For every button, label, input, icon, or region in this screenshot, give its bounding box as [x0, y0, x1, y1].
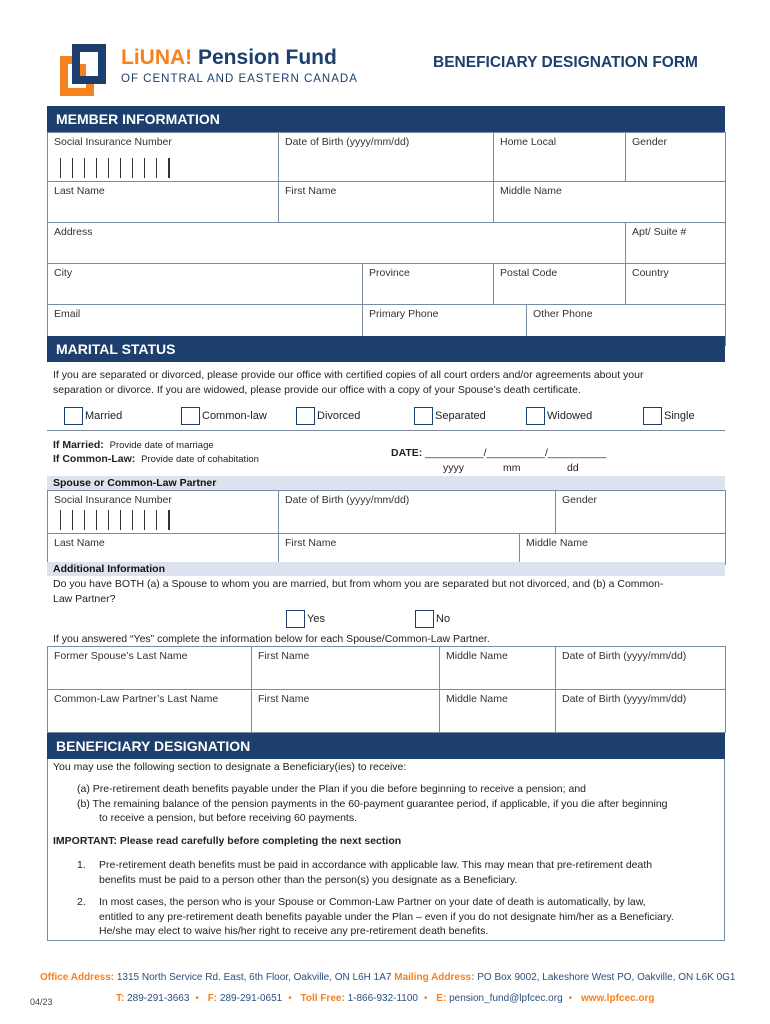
point-1-line-1: Pre-retirement death benefits must be paid in accordance with applicable law. This may mean that pre-retirement death: [99, 859, 653, 871]
single-checkbox[interactable]: [643, 407, 695, 425]
apt-field[interactable]: [626, 223, 726, 264]
common-law-label: Common-law: [202, 410, 267, 422]
dob-label: Date of Birth (yyyy/mm/dd): [285, 136, 410, 148]
city-label: City: [54, 267, 73, 279]
spouse-subheader: Spouse or Common-Law Partner: [47, 476, 725, 490]
point-2-line-1: In most cases, the person who is your Spouse or Common-Law Partner on your date of death is automatically, by law,: [99, 896, 646, 908]
spouse-middle-field[interactable]: [520, 534, 726, 565]
member-info-table: [47, 132, 726, 346]
former-middle-label: Middle Name: [446, 650, 508, 662]
logo-title: LiUNA! Pension Fund: [121, 46, 337, 69]
form-version: 04/23: [30, 997, 53, 1007]
city-field[interactable]: [48, 264, 363, 305]
email-link[interactable]: pension_fund@lpfcec.org: [449, 993, 563, 1004]
primary-phone-label: Primary Phone: [369, 308, 439, 320]
postal-label: Postal Code: [500, 267, 558, 279]
former-dob-field[interactable]: [556, 647, 726, 690]
divorced-label: Divorced: [317, 410, 361, 422]
former-last-label: Former Spouse’s Last Name: [54, 650, 188, 662]
yes-label: Yes: [307, 613, 325, 625]
country-label: Country: [632, 267, 669, 279]
spouse-sin-field[interactable]: [48, 491, 279, 534]
spouse-sin-boxes: [60, 510, 272, 530]
spouse-first-field[interactable]: [279, 534, 520, 565]
postal-field[interactable]: [494, 264, 626, 305]
logo-mark-icon: [60, 44, 106, 96]
yyyy-label: yyyy: [443, 462, 464, 474]
other-phone-label: Other Phone: [533, 308, 593, 320]
cl-middle-label: Middle Name: [446, 693, 508, 705]
spouse-dob-field[interactable]: [279, 491, 556, 534]
cl-last-label: Common-Law Partner’s Last Name: [54, 693, 219, 705]
marital-intro-2: separation or divorce. If you are widowed, please provide our office with a copy of your Spouse’s death certificate.: [53, 384, 581, 396]
last-name-label: Last Name: [54, 185, 105, 197]
point-2-line-2: entitled to any pre-retirement death benefits payable under the Plan – even if you do not designate him/her as a Beneficiary.: [99, 911, 674, 923]
footer-contacts: T: 289-291-3663 • F: 289-291-0651 • Toll Free: 1-866-932-1100 • E: pension_fund@lpfcec.org • www.lpfcec.org: [116, 993, 655, 1004]
member-section-header: MEMBER INFORMATION: [47, 106, 725, 132]
spouse-gender-field[interactable]: [556, 491, 726, 534]
former-dob-label: Date of Birth (yyyy/mm/dd): [562, 650, 687, 662]
beneficiary-bottom-border: [47, 940, 725, 941]
no-label: No: [436, 613, 451, 625]
point-1-line-2: benefits must be paid to a person other than the person(s) you designate as a Beneficiary.: [99, 874, 518, 886]
former-first-label: First Name: [258, 650, 310, 662]
logo-subtitle: OF CENTRAL AND EASTERN CANADA: [121, 73, 358, 85]
beneficiary-right-border: [724, 759, 725, 940]
dob-field[interactable]: [279, 133, 494, 182]
middle-name-label: Middle Name: [500, 185, 562, 197]
website-link[interactable]: www.lpfcec.org: [580, 993, 655, 1004]
additional-question-1: Do you have BOTH (a) a Spouse to whom you are married, but from whom you are separated but not divorced, and (b) a Common-: [53, 578, 664, 590]
home-local-field[interactable]: [494, 133, 626, 182]
beneficiary-item-b-2: to receive a pension, but before receiving 60 payments.: [99, 812, 357, 824]
cl-dob-field[interactable]: [556, 690, 726, 733]
province-label: Province: [369, 267, 410, 279]
beneficiary-item-b-1: (b) The remaining balance of the pension payments in the 60-payment guarantee period, if applicable, if you die after beginning: [77, 798, 668, 810]
former-first-field[interactable]: [252, 647, 440, 690]
first-name-label: First Name: [285, 185, 337, 197]
spouse-first-label: First Name: [285, 537, 337, 549]
form-title: BENEFICIARY DESIGNATION FORM: [433, 54, 698, 71]
if-common-law-line: If Common-Law: Provide date of cohabitation: [53, 453, 259, 465]
separated-label: Separated: [435, 410, 486, 422]
last-name-field[interactable]: [48, 182, 279, 223]
single-label: Single: [664, 410, 695, 422]
sin-field[interactable]: [48, 133, 279, 182]
married-checkbox[interactable]: [64, 407, 122, 425]
spouse-middle-label: Middle Name: [526, 537, 588, 549]
former-last-field[interactable]: [48, 647, 252, 690]
cl-dob-label: Date of Birth (yyyy/mm/dd): [562, 693, 687, 705]
cl-last-field[interactable]: [48, 690, 252, 733]
spouse-sin-label: Social Insurance Number: [54, 494, 172, 506]
if-married-line: If Married: Provide date of marriage: [53, 439, 214, 451]
home-local-label: Home Local: [500, 136, 557, 148]
spouse-gender-label: Gender: [562, 494, 598, 506]
middle-name-field[interactable]: [494, 182, 726, 223]
point-2-number: 2.: [77, 896, 86, 908]
cl-first-label: First Name: [258, 693, 310, 705]
important-heading: IMPORTANT: Please read carefully before completing the next section: [53, 835, 402, 847]
gender-label: Gender: [632, 136, 668, 148]
sin-label: Social Insurance Number: [54, 136, 172, 148]
married-label: Married: [85, 410, 123, 422]
footer-addresses: Office Address: 1315 North Service Rd. East, 6th Floor, Oakville, ON L6H 1A7 Mailing Address: PO Box 9002, Lakeshore West PO, Oakville, ON L6K 0G1: [40, 972, 736, 983]
beneficiary-intro: You may use the following section to designate a Beneficiary(ies) to receive:: [53, 761, 407, 773]
beneficiary-left-border: [47, 759, 48, 940]
yes-checkbox[interactable]: [286, 610, 325, 628]
address-label: Address: [54, 226, 93, 238]
marital-intro-1: If you are separated or divorced, please provide our office with certified copies of all court orders and/or agreements about your: [53, 369, 644, 381]
if-yes-instruction: If you answered “Yes” complete the information below for each Spouse/Common-Law Partner.: [53, 633, 490, 645]
cl-middle-field[interactable]: [440, 690, 556, 733]
spouse-dob-label: Date of Birth (yyyy/mm/dd): [285, 494, 410, 506]
widowed-checkbox[interactable]: [526, 407, 592, 425]
former-spouse-table: [47, 646, 726, 733]
spouse-table: [47, 490, 726, 565]
spouse-last-field[interactable]: [48, 534, 279, 565]
beneficiary-item-a: (a) Pre-retirement death benefits payable under the Plan if you die before beginning to receive a pension; and: [77, 783, 586, 795]
additional-question-2: Law Partner?: [53, 593, 116, 605]
divider: [47, 430, 725, 431]
date-line[interactable]: DATE: __________/__________/__________: [391, 447, 607, 459]
cl-first-field[interactable]: [252, 690, 440, 733]
email-label: Email: [54, 308, 81, 320]
address-field[interactable]: [48, 223, 626, 264]
no-checkbox[interactable]: [415, 610, 450, 628]
apt-label: Apt/ Suite #: [632, 226, 687, 238]
additional-subheader: Additional Information: [47, 562, 725, 576]
beneficiary-section-header: BENEFICIARY DESIGNATION: [47, 733, 725, 759]
country-field[interactable]: [626, 264, 726, 305]
gender-field[interactable]: [626, 133, 726, 182]
first-name-field[interactable]: [279, 182, 494, 223]
dd-label: dd: [567, 462, 579, 474]
divorced-checkbox[interactable]: [296, 407, 360, 425]
spouse-last-label: Last Name: [54, 537, 105, 549]
separated-checkbox[interactable]: [414, 407, 486, 425]
former-middle-field[interactable]: [440, 647, 556, 690]
point-2-line-3: He/she may elect to waive his/her right to receive any pre-retirement death benefits.: [99, 925, 489, 937]
point-1-number: 1.: [77, 859, 86, 871]
marital-section-header: MARITAL STATUS: [47, 336, 725, 362]
widowed-label: Widowed: [547, 410, 593, 422]
common-law-checkbox[interactable]: [181, 407, 267, 425]
sin-boxes: [60, 158, 272, 178]
province-field[interactable]: [363, 264, 494, 305]
mm-label: mm: [503, 462, 521, 474]
